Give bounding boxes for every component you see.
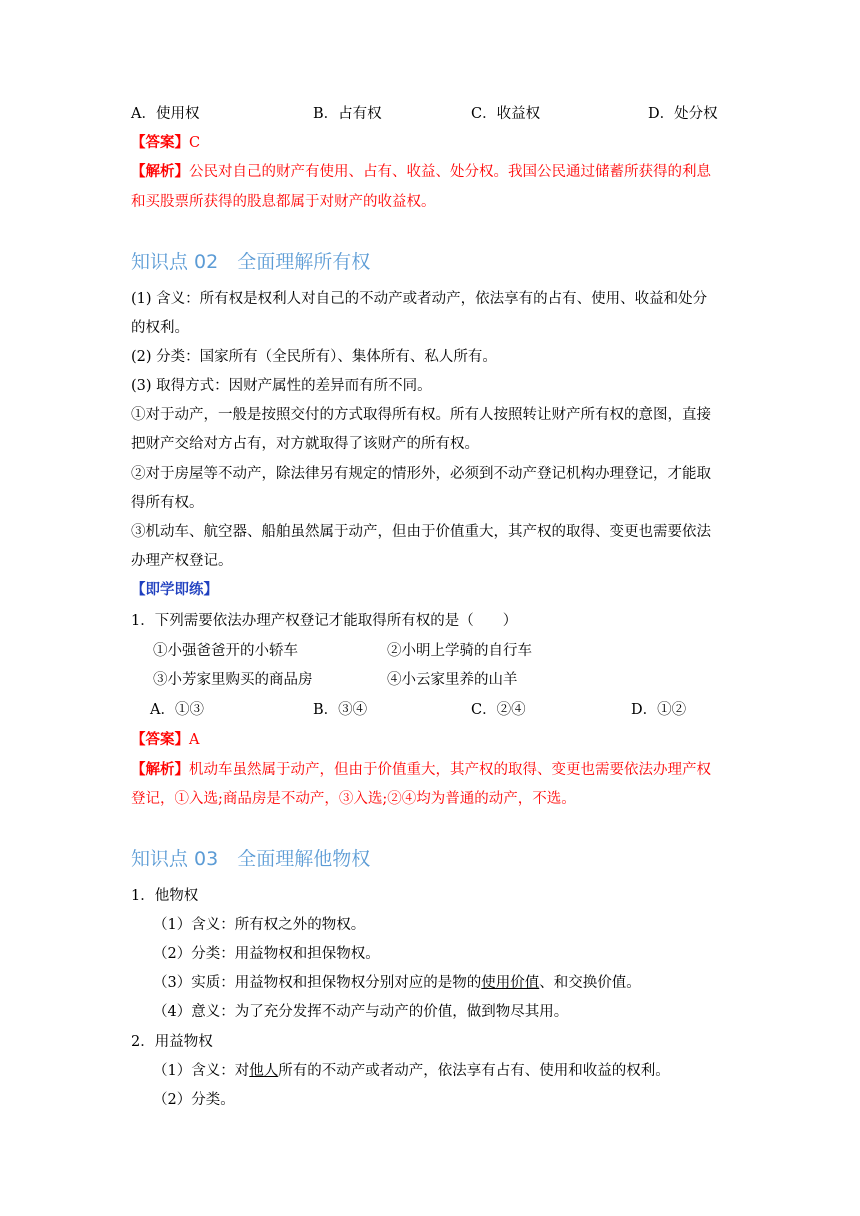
option-c: C．收益权 bbox=[471, 106, 541, 122]
section-heading-02: 知识点 02 全面理解所有权 bbox=[131, 251, 371, 273]
paragraph: 的权利。 bbox=[131, 320, 189, 336]
option-a: A．使用权 bbox=[131, 106, 200, 122]
paragraph: (1) 含义：所有权是权利人对自己的不动产或者动产，依法享有的占有、使用、收益和处分 bbox=[131, 291, 708, 307]
analysis-tag: 【解析】 bbox=[131, 163, 189, 180]
option-b: B．③④ bbox=[313, 702, 368, 718]
answer-value: C bbox=[189, 135, 201, 151]
paragraph: （2）分类：用益物权和担保物权。 bbox=[153, 946, 380, 962]
analysis-line-2: 登记，①入选;商品房是不动产，③入选;②④均为普通的动产，不选。 bbox=[131, 791, 576, 807]
paragraph: （4）意义：为了充分发挥不动产与动产的价值，做到物尽其用。 bbox=[153, 1004, 569, 1020]
paragraph: （1）含义：所有权之外的物权。 bbox=[153, 917, 366, 933]
subsection-title: 2．用益物权 bbox=[131, 1034, 213, 1050]
choice-item-1: ①小强爸爸开的小轿车 bbox=[153, 643, 298, 659]
text-span: （1）含义：对 bbox=[153, 1063, 250, 1079]
analysis-line-1 bbox=[131, 162, 711, 182]
underlined-term: 他人 bbox=[249, 1063, 279, 1079]
text-span: （3）实质：用益物权和担保物权分别对应的是物的 bbox=[153, 975, 482, 991]
answer-tag: 【答案】 bbox=[131, 134, 189, 151]
paragraph: 得所有权。 bbox=[131, 495, 204, 511]
answer-line bbox=[131, 133, 200, 153]
option-a: A．①③ bbox=[150, 702, 204, 718]
paragraph: ①对于动产，一般是按照交付的方式取得所有权。所有人按照转让财产所有权的意图，直接 bbox=[131, 407, 711, 423]
option-d: D．①② bbox=[631, 702, 687, 718]
section-heading-03: 知识点 03 全面理解他物权 bbox=[131, 848, 371, 870]
paragraph bbox=[153, 1061, 670, 1081]
answer-tag: 【答案】 bbox=[131, 731, 189, 748]
analysis-tag: 【解析】 bbox=[131, 761, 189, 778]
option-b: B．占有权 bbox=[313, 106, 382, 122]
question-stem: 1．下列需要依法办理产权登记才能取得所有权的是（ ） bbox=[131, 613, 518, 629]
choice-item-4: ④小云家里养的山羊 bbox=[387, 672, 518, 688]
paragraph: 把财产交给对方占有，对方就取得了该财产的所有权。 bbox=[131, 436, 479, 452]
underlined-term: 使用价值 bbox=[481, 975, 540, 991]
practice-tag: 【即学即练】 bbox=[131, 581, 218, 598]
choice-item-2: ②小明上学骑的自行车 bbox=[387, 643, 532, 659]
option-d: D．处分权 bbox=[648, 106, 718, 122]
analysis-line-1 bbox=[131, 760, 711, 780]
paragraph bbox=[153, 973, 641, 993]
analysis-text-1: 公民对自己的财产有使用、占有、收益、处分权。我国公民通过储蓄所获得的利息 bbox=[189, 164, 711, 180]
answer-line bbox=[131, 730, 199, 750]
paragraph: ②对于房屋等不动产，除法律另有规定的情形外，必须到不动产登记机构办理登记，才能取 bbox=[131, 466, 711, 482]
option-c: C．②④ bbox=[471, 702, 526, 718]
choice-item-3: ③小芳家里购买的商品房 bbox=[153, 672, 313, 688]
paragraph: (2) 分类：国家所有（全民所有）、集体所有、私人所有。 bbox=[131, 349, 497, 365]
analysis-line-2: 和买股票所获得的股息都属于对财产的收益权。 bbox=[131, 194, 436, 210]
analysis-text-1: 机动车虽然属于动产，但由于价值重大，其产权的取得、变更也需要依法办理产权 bbox=[189, 762, 711, 778]
paragraph: 办理产权登记。 bbox=[131, 553, 233, 569]
text-span: 所有的不动产或者动产，依法享有占有、使用和收益的权利。 bbox=[278, 1063, 670, 1079]
paragraph: （2）分类。 bbox=[153, 1092, 235, 1108]
paragraph: ③机动车、航空器、船舶虽然属于动产，但由于价值重大，其产权的取得、变更也需要依法 bbox=[131, 524, 711, 540]
paragraph: (3) 取得方式：因财产属性的差异而有所不同。 bbox=[131, 378, 432, 394]
text-span: 、和交换价值。 bbox=[539, 975, 641, 991]
subsection-title: 1．他物权 bbox=[131, 888, 199, 904]
answer-value: A bbox=[189, 732, 200, 748]
